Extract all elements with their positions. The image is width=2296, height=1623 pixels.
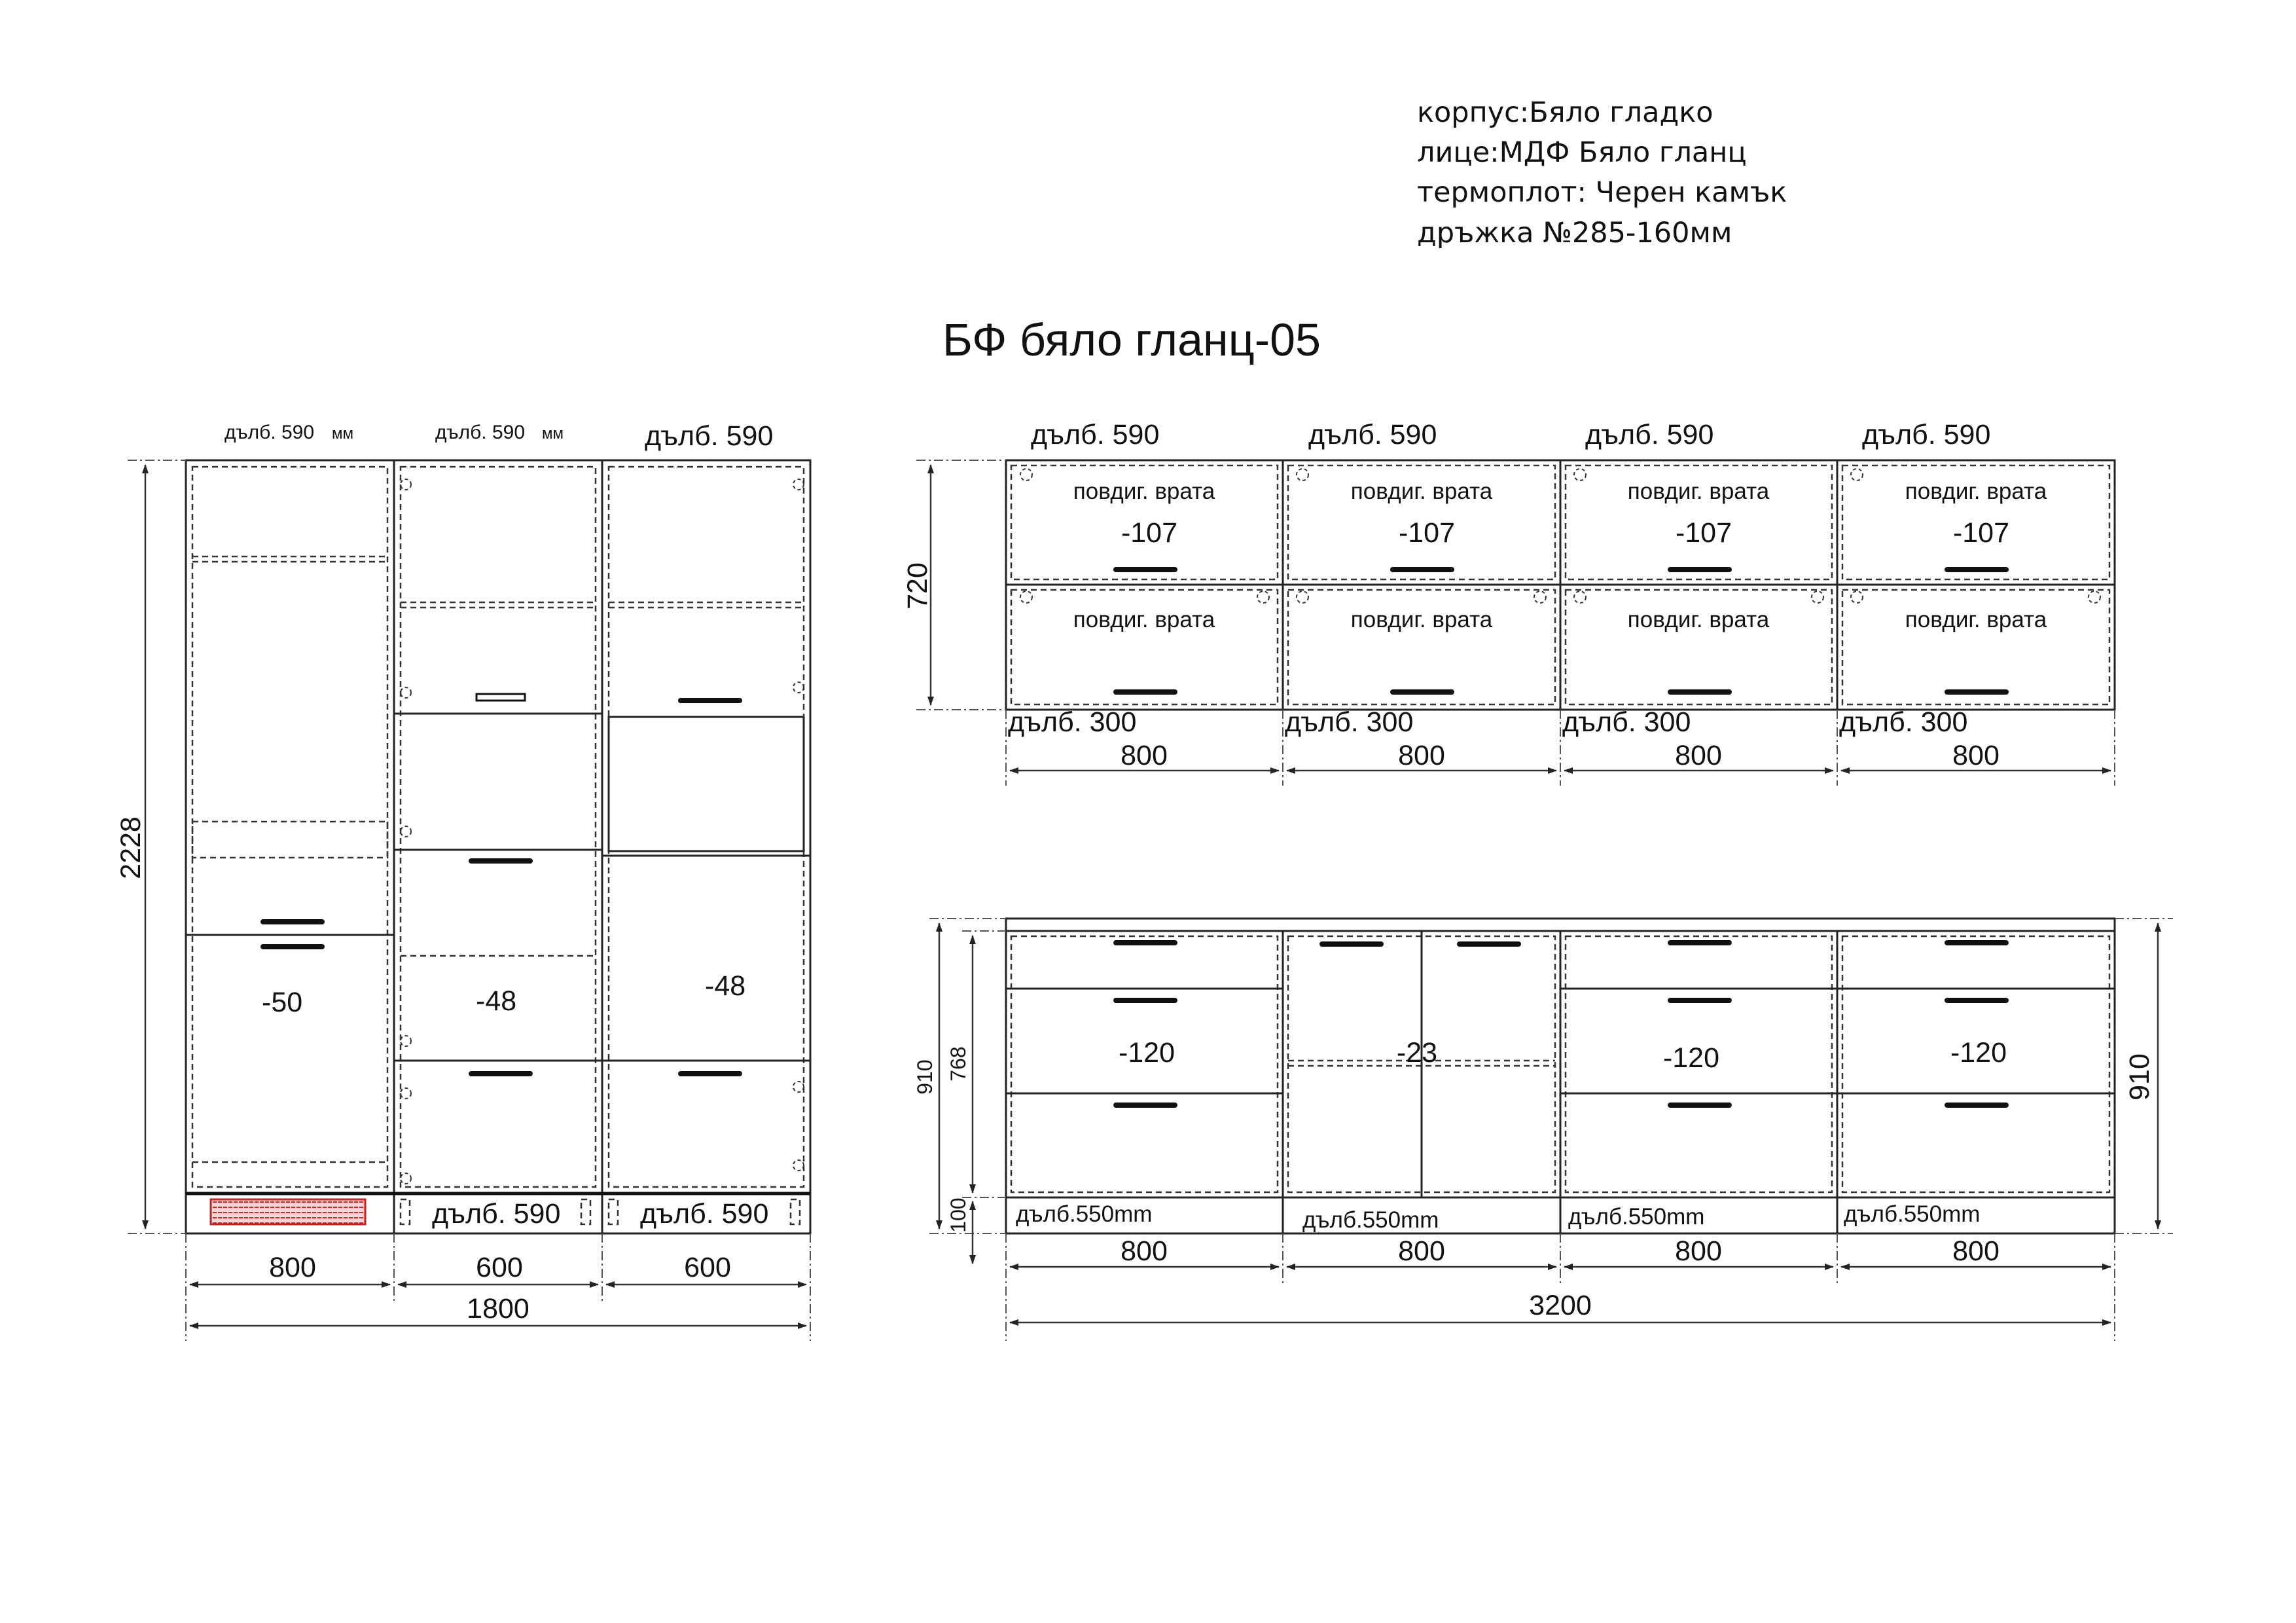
hinge-icon [793, 479, 804, 490]
tall-depth-label-2: дълб. 590 [435, 422, 526, 443]
upper-width-4: 800 [1952, 740, 2000, 771]
base-carcass-height: 768 [946, 1046, 970, 1082]
upper-bottom-door-3: повдиг. врата [1627, 607, 1770, 632]
upper-height-value: 720 [902, 562, 933, 610]
hinge-icon [401, 826, 411, 837]
upper-top-door-1: повдиг. врата [1073, 479, 1215, 504]
hinge-icon [401, 1088, 411, 1099]
base-width-3: 800 [1675, 1235, 1722, 1267]
tall-total-width: 1800 [467, 1293, 529, 1324]
upper-depth-1: дълб. 590 [1031, 419, 1160, 450]
tall-unit [115, 420, 810, 1341]
hinge-icon [401, 1036, 411, 1046]
base-offset-2: -23 [1396, 1037, 1438, 1068]
upper-top-door-2: повдиг. врата [1350, 479, 1493, 504]
material-notes [1417, 96, 1787, 249]
tall-column-600-b [602, 460, 810, 1233]
tall-door-glass [609, 717, 804, 851]
handle-icon [476, 694, 525, 701]
base-offset-1: -120 [1118, 1037, 1175, 1068]
upper-bottom-door-4: повдиг. врата [1905, 607, 2047, 632]
upper-bottom-depth-2: дълб. 300 [1285, 706, 1414, 738]
tall-depth-label-1: дълб. 590 [224, 422, 315, 443]
base-plinth-height: 100 [946, 1197, 970, 1233]
base-depth-3: дълб.550mm [1568, 1204, 1705, 1230]
tall-column-800 [186, 460, 394, 1233]
hinge-icon [793, 1082, 804, 1092]
tall-inner-outline-1 [192, 467, 387, 1187]
tall-depth-label-3: дълб. 590 [645, 420, 774, 452]
upper-bottom-door-1: повдиг. врата [1073, 607, 1215, 632]
base-height-left: 910 [913, 1059, 937, 1095]
note-handle: дръжка №285-160мм [1417, 217, 1732, 249]
tall-base-depth-1: дълб. 590 [432, 1198, 561, 1230]
hinge-icon [793, 1160, 804, 1171]
upper-depth-4: дълб. 590 [1862, 419, 1991, 450]
base-units [913, 919, 2173, 1341]
tall-width-1: 800 [269, 1252, 316, 1283]
hinge-icon [401, 479, 411, 490]
note-worktop: термоплот: Черен камък [1417, 176, 1787, 209]
upper-bottom-depth-4: дълб. 300 [1839, 706, 1968, 738]
tall-offset-3: -48 [705, 970, 746, 1002]
upper-bottom-depth-1: дълб. 300 [1008, 706, 1137, 738]
drawing-title: БФ бяло гланц-05 [942, 314, 1321, 365]
tall-offset-2: -48 [476, 985, 517, 1017]
tall-base-depth-2: дълб. 590 [640, 1198, 769, 1230]
upper-offset-4: -107 [1952, 517, 2010, 549]
base-depth-2: дълб.550mm [1302, 1207, 1439, 1233]
upper-offset-1: -107 [1121, 517, 1178, 549]
base-width-4: 800 [1952, 1235, 2000, 1267]
hinge-icon [793, 682, 804, 693]
worktop [1006, 919, 2115, 931]
tall-height-value: 2228 [115, 816, 147, 879]
base-offset-3: -120 [1662, 1042, 1720, 1074]
upper-offset-3: -107 [1675, 517, 1732, 549]
note-front: лице:МДФ Бяло гланц [1417, 136, 1747, 169]
upper-top-door-3: повдиг. врата [1627, 479, 1770, 504]
tall-width-2: 600 [476, 1252, 523, 1283]
upper-width-2: 800 [1398, 740, 1445, 771]
base-depth-4: дълб.550mm [1844, 1201, 1981, 1227]
upper-offset-2: -107 [1398, 517, 1456, 549]
upper-units [902, 419, 2115, 786]
base-width-1: 800 [1121, 1235, 1168, 1267]
upper-bottom-depth-3: дълб. 300 [1562, 706, 1691, 738]
upper-depth-3: дълб. 590 [1585, 419, 1714, 450]
tall-depth-unit-1: мм [332, 425, 353, 443]
tall-width-3: 600 [684, 1252, 731, 1283]
tall-inner-outline-2 [401, 467, 596, 1187]
hinge-icon [401, 1173, 411, 1184]
base-offset-4: -120 [1950, 1037, 2007, 1068]
upper-width-3: 800 [1675, 740, 1722, 771]
tall-drawer-dashed [192, 822, 387, 858]
upper-bottom-door-2: повдиг. врата [1350, 607, 1493, 632]
tall-column-600-a [394, 460, 602, 1233]
upper-width-1: 800 [1121, 740, 1168, 771]
hinge-icon [401, 687, 411, 698]
tall-depth-unit-2: мм [542, 425, 564, 443]
base-height-right: 910 [2124, 1053, 2155, 1101]
tall-offset-1: -50 [262, 987, 303, 1018]
upper-depth-2: дълб. 590 [1308, 419, 1437, 450]
base-depth-1: дълб.550mm [1016, 1201, 1153, 1227]
plinth-panel [211, 1199, 365, 1224]
upper-top-door-4: повдиг. врата [1905, 479, 2047, 504]
tall-inner-outline-3 [609, 467, 804, 1187]
base-width-2: 800 [1398, 1235, 1445, 1267]
base-total-width: 3200 [1529, 1290, 1592, 1321]
note-carcass: корпус:Бяло гладко [1417, 96, 1713, 129]
